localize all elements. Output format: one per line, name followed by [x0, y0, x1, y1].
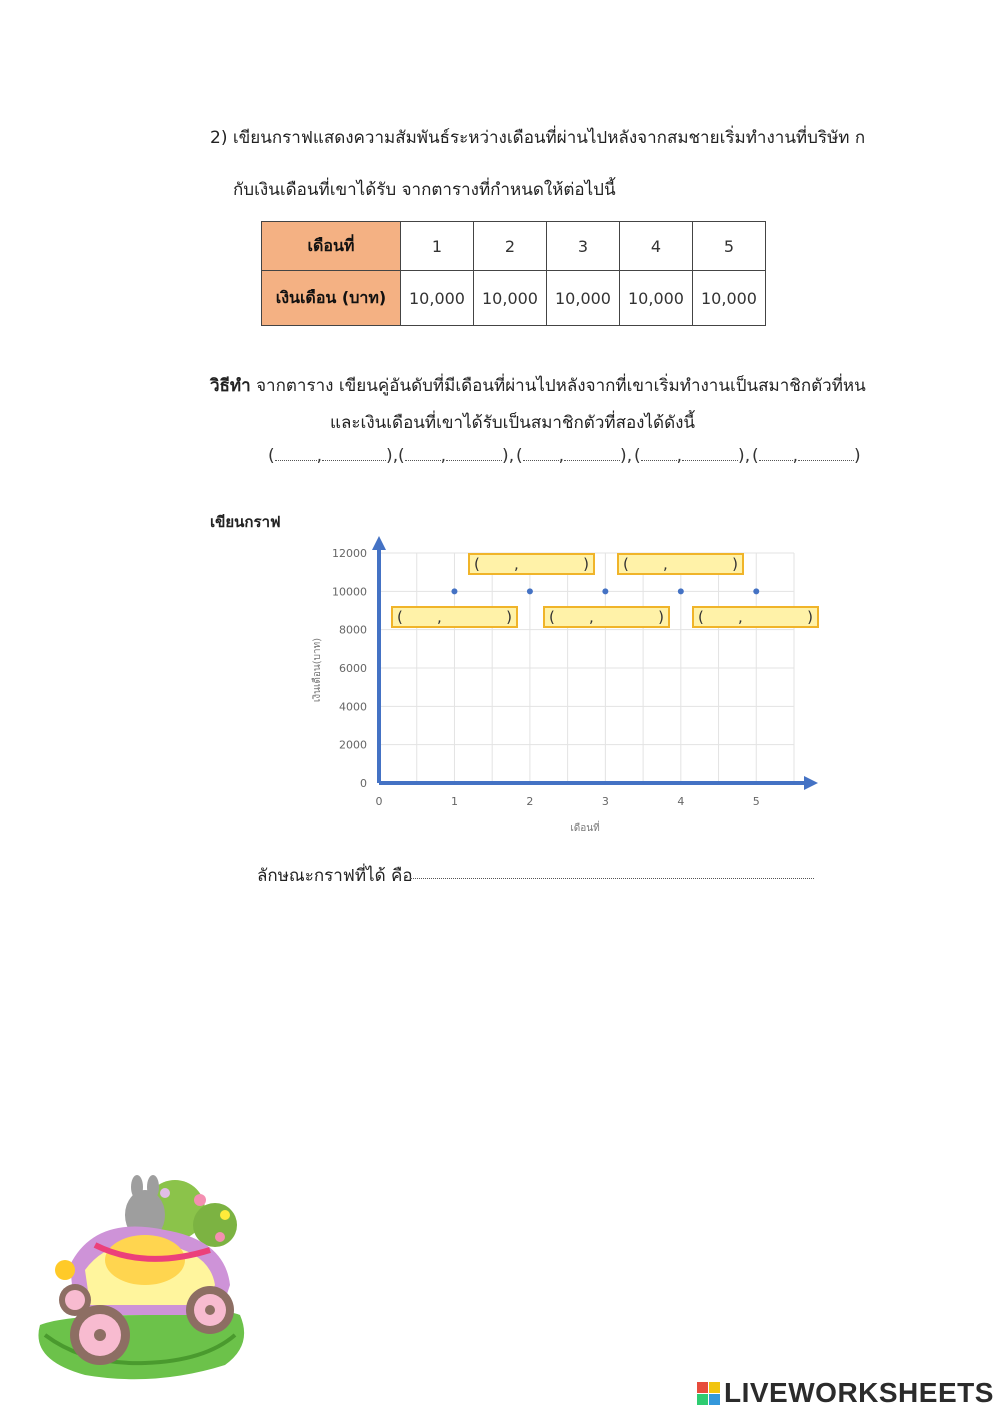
pair-blank-2[interactable]: ( , ), — [398, 446, 515, 466]
x-tick-label: 2 — [526, 795, 534, 808]
pair-blank-1[interactable]: ( , ), — [268, 446, 399, 466]
data-point — [678, 588, 684, 594]
x-tick-label: 0 — [375, 795, 383, 808]
x-tick-label: 3 — [601, 795, 609, 808]
x-axis-arrow-icon — [804, 776, 818, 790]
x-tick-label: 1 — [450, 795, 458, 808]
conclusion-label: ลักษณะกราฟที่ได้ คือ — [257, 866, 413, 886]
data-point — [753, 588, 759, 594]
conclusion-answer-field[interactable] — [410, 878, 814, 879]
graph-heading: เขียนกราฟ — [210, 513, 281, 531]
answer-box-3[interactable]: ( , ) — [543, 606, 670, 628]
question-line-1: 2) เขียนกราฟแสดงความสัมพันธ์ระหว่างเดือนที่ผ่านไปหลังจากสมชายเริ่มทำงานที่บริษัท ก — [210, 128, 866, 148]
y-tick-label: 2000 — [339, 738, 367, 752]
answer-box-1[interactable]: ( , ) — [391, 606, 518, 628]
flower-carriage-illustration — [25, 1175, 255, 1390]
data-point — [602, 588, 608, 594]
data-point — [451, 588, 457, 594]
y-axis-arrow-icon — [372, 536, 386, 550]
salary-chart — [300, 530, 840, 850]
table-cell: 10,000 — [693, 271, 766, 326]
table-header-month: เดือนที่ — [262, 222, 401, 271]
y-tick-label: 6000 — [339, 662, 367, 675]
table-cell: 10,000 — [474, 271, 547, 326]
y-tick-label: 10000 — [332, 585, 367, 599]
x-axis-label: เดือนที่ — [570, 823, 600, 834]
pair-blank-5[interactable]: ( , ) — [752, 446, 861, 466]
table-cell: 10,000 — [547, 271, 620, 326]
liveworksheets-logo — [697, 1378, 994, 1408]
logo-text: LIVEWORKSHEETS — [724, 1377, 994, 1408]
conclusion-line — [257, 862, 413, 889]
y-axis-label: เงินเดือน(บาท) — [312, 637, 323, 703]
y-tick-label: 4000 — [339, 700, 367, 714]
table-header-salary: เงินเดือน (บาท) — [262, 271, 401, 326]
answer-box-2[interactable]: ( , ) — [468, 553, 595, 575]
x-tick-label: 5 — [752, 795, 760, 808]
pair-blank-3[interactable]: ( , ), — [516, 446, 633, 466]
y-tick-label: 12000 — [332, 547, 367, 560]
answer-box-4[interactable]: ( , ) — [617, 553, 744, 575]
table-cell: 3 — [547, 222, 620, 271]
y-tick-label: 8000 — [339, 623, 367, 637]
table-cell: 10,000 — [401, 271, 474, 326]
logo-mark-icon — [697, 1382, 720, 1405]
salary-table — [261, 221, 766, 326]
table-cell: 10,000 — [620, 271, 693, 326]
method-label: วิธีทำ — [210, 376, 251, 396]
table-row-months — [262, 222, 766, 271]
table-cell: 1 — [401, 222, 474, 271]
table-cell: 5 — [693, 222, 766, 271]
pair-blank-4[interactable]: ( , ), — [634, 446, 751, 466]
table-row-salary — [262, 271, 766, 326]
y-tick-label: 0 — [360, 777, 367, 790]
method-text-1: จากตาราง เขียนคู่อันดับที่มีเดือนที่ผ่านไปหลังจากที่เขาเริ่มทำงานเป็นสมาชิกตัวที่หน — [256, 376, 866, 396]
x-tick-label: 4 — [677, 795, 685, 808]
table-cell: 2 — [474, 222, 547, 271]
table-cell: 4 — [620, 222, 693, 271]
question-line-2: กับเงินเดือนที่เขาได้รับ จากตารางที่กำหนดให้ต่อไปนี้ — [233, 180, 616, 200]
method-line-1 — [210, 372, 866, 399]
answer-box-5[interactable]: ( , ) — [692, 606, 819, 628]
method-line-2: และเงินเดือนที่เขาได้รับเป็นสมาชิกตัวที่สองได้ดังนี้ — [330, 413, 696, 433]
data-point — [527, 588, 533, 594]
